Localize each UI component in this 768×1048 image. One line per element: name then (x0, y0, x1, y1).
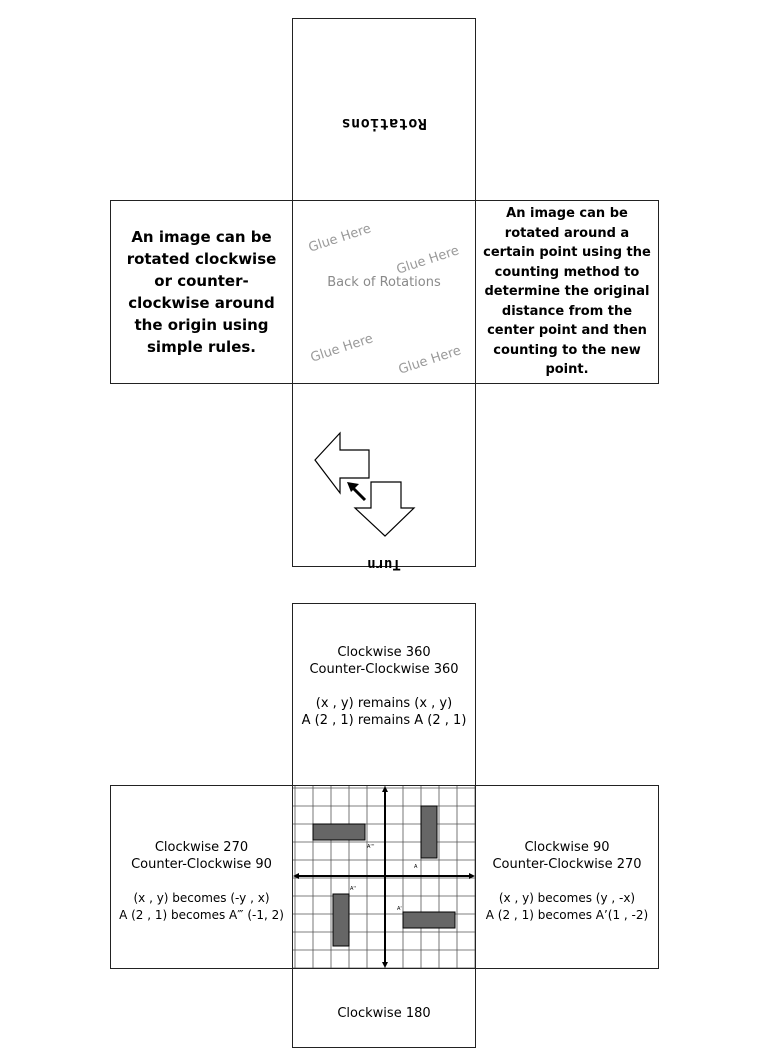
glue-label-3: Glue Here (308, 331, 376, 366)
rotation-360-rule: (x , y) remains (x , y) (315, 696, 453, 711)
rotation-180-cw: Clockwise 180 (337, 1006, 431, 1021)
rotation-270-rule: (x , y) becomes (-y , x) (133, 890, 270, 905)
rotation-360-ccw: Counter-Clockwise 360 (309, 662, 459, 677)
coordinate-grid-panel (292, 785, 476, 969)
rotation-270-text (119, 839, 284, 924)
point-label-a-double-prime: A'' (350, 886, 357, 892)
rotation-270-example: A (2 , 1) becomes A‴ (-1, 2) (119, 907, 284, 922)
rotation-90-cw: Clockwise 90 (524, 839, 610, 855)
rotation-270-cw: Clockwise 270 (154, 839, 249, 855)
rotation-360-text (302, 644, 467, 729)
rotation-90-panel (475, 785, 659, 969)
point-label-a-triple-prime: A''' (367, 844, 375, 850)
glue-label-2: Glue Here (394, 243, 462, 278)
rotated-rect-90 (403, 912, 455, 928)
turn-label: Turn (367, 556, 401, 572)
turn-panel (292, 383, 476, 572)
rotation-90-rule: (x , y) becomes (y , -x) (498, 890, 636, 905)
glue-label-4: Glue Here (396, 343, 464, 378)
glue-panel (292, 200, 476, 384)
rotation-360-example: A (2 , 1) remains A (2 , 1) (301, 713, 467, 728)
rotated-rect-270 (313, 824, 365, 840)
rotation-arrows-icon (293, 384, 475, 566)
rotation-270-panel (110, 785, 293, 969)
rotation-90-example: A (2 , 1) becomes A’(1 , -2) (485, 907, 649, 922)
coordinate-grid (293, 786, 475, 968)
rotation-360-panel (292, 603, 476, 786)
counting-method-panel (475, 200, 659, 384)
origin-rules-text: An image can be rotated clockwise or counter-clockwise around the origin using simple rules. (126, 228, 277, 356)
point-label-a-prime: A' (397, 906, 402, 912)
rotation-360-cw: Clockwise 360 (337, 645, 431, 660)
rotations-title: Rotations (341, 115, 427, 133)
back-of-rotations-label: Back of Rotations (327, 275, 441, 290)
rotation-90-text (486, 839, 648, 924)
point-label-a: A (414, 864, 418, 870)
rotated-rect-180 (333, 894, 349, 946)
rotation-180-panel (292, 968, 476, 1048)
rotations-title-panel (292, 18, 476, 201)
origin-rules-panel (110, 200, 293, 384)
counting-method-text: An image can be rotated around a certain point using the counting method to determine the original distance from the center point and then counting to the new point. (483, 206, 651, 378)
glue-label-1: Glue Here (306, 221, 374, 256)
rotation-90-ccw: Counter-Clockwise 270 (492, 856, 642, 872)
rotation-270-ccw: Counter-Clockwise 90 (131, 856, 272, 872)
original-rect (421, 806, 437, 858)
